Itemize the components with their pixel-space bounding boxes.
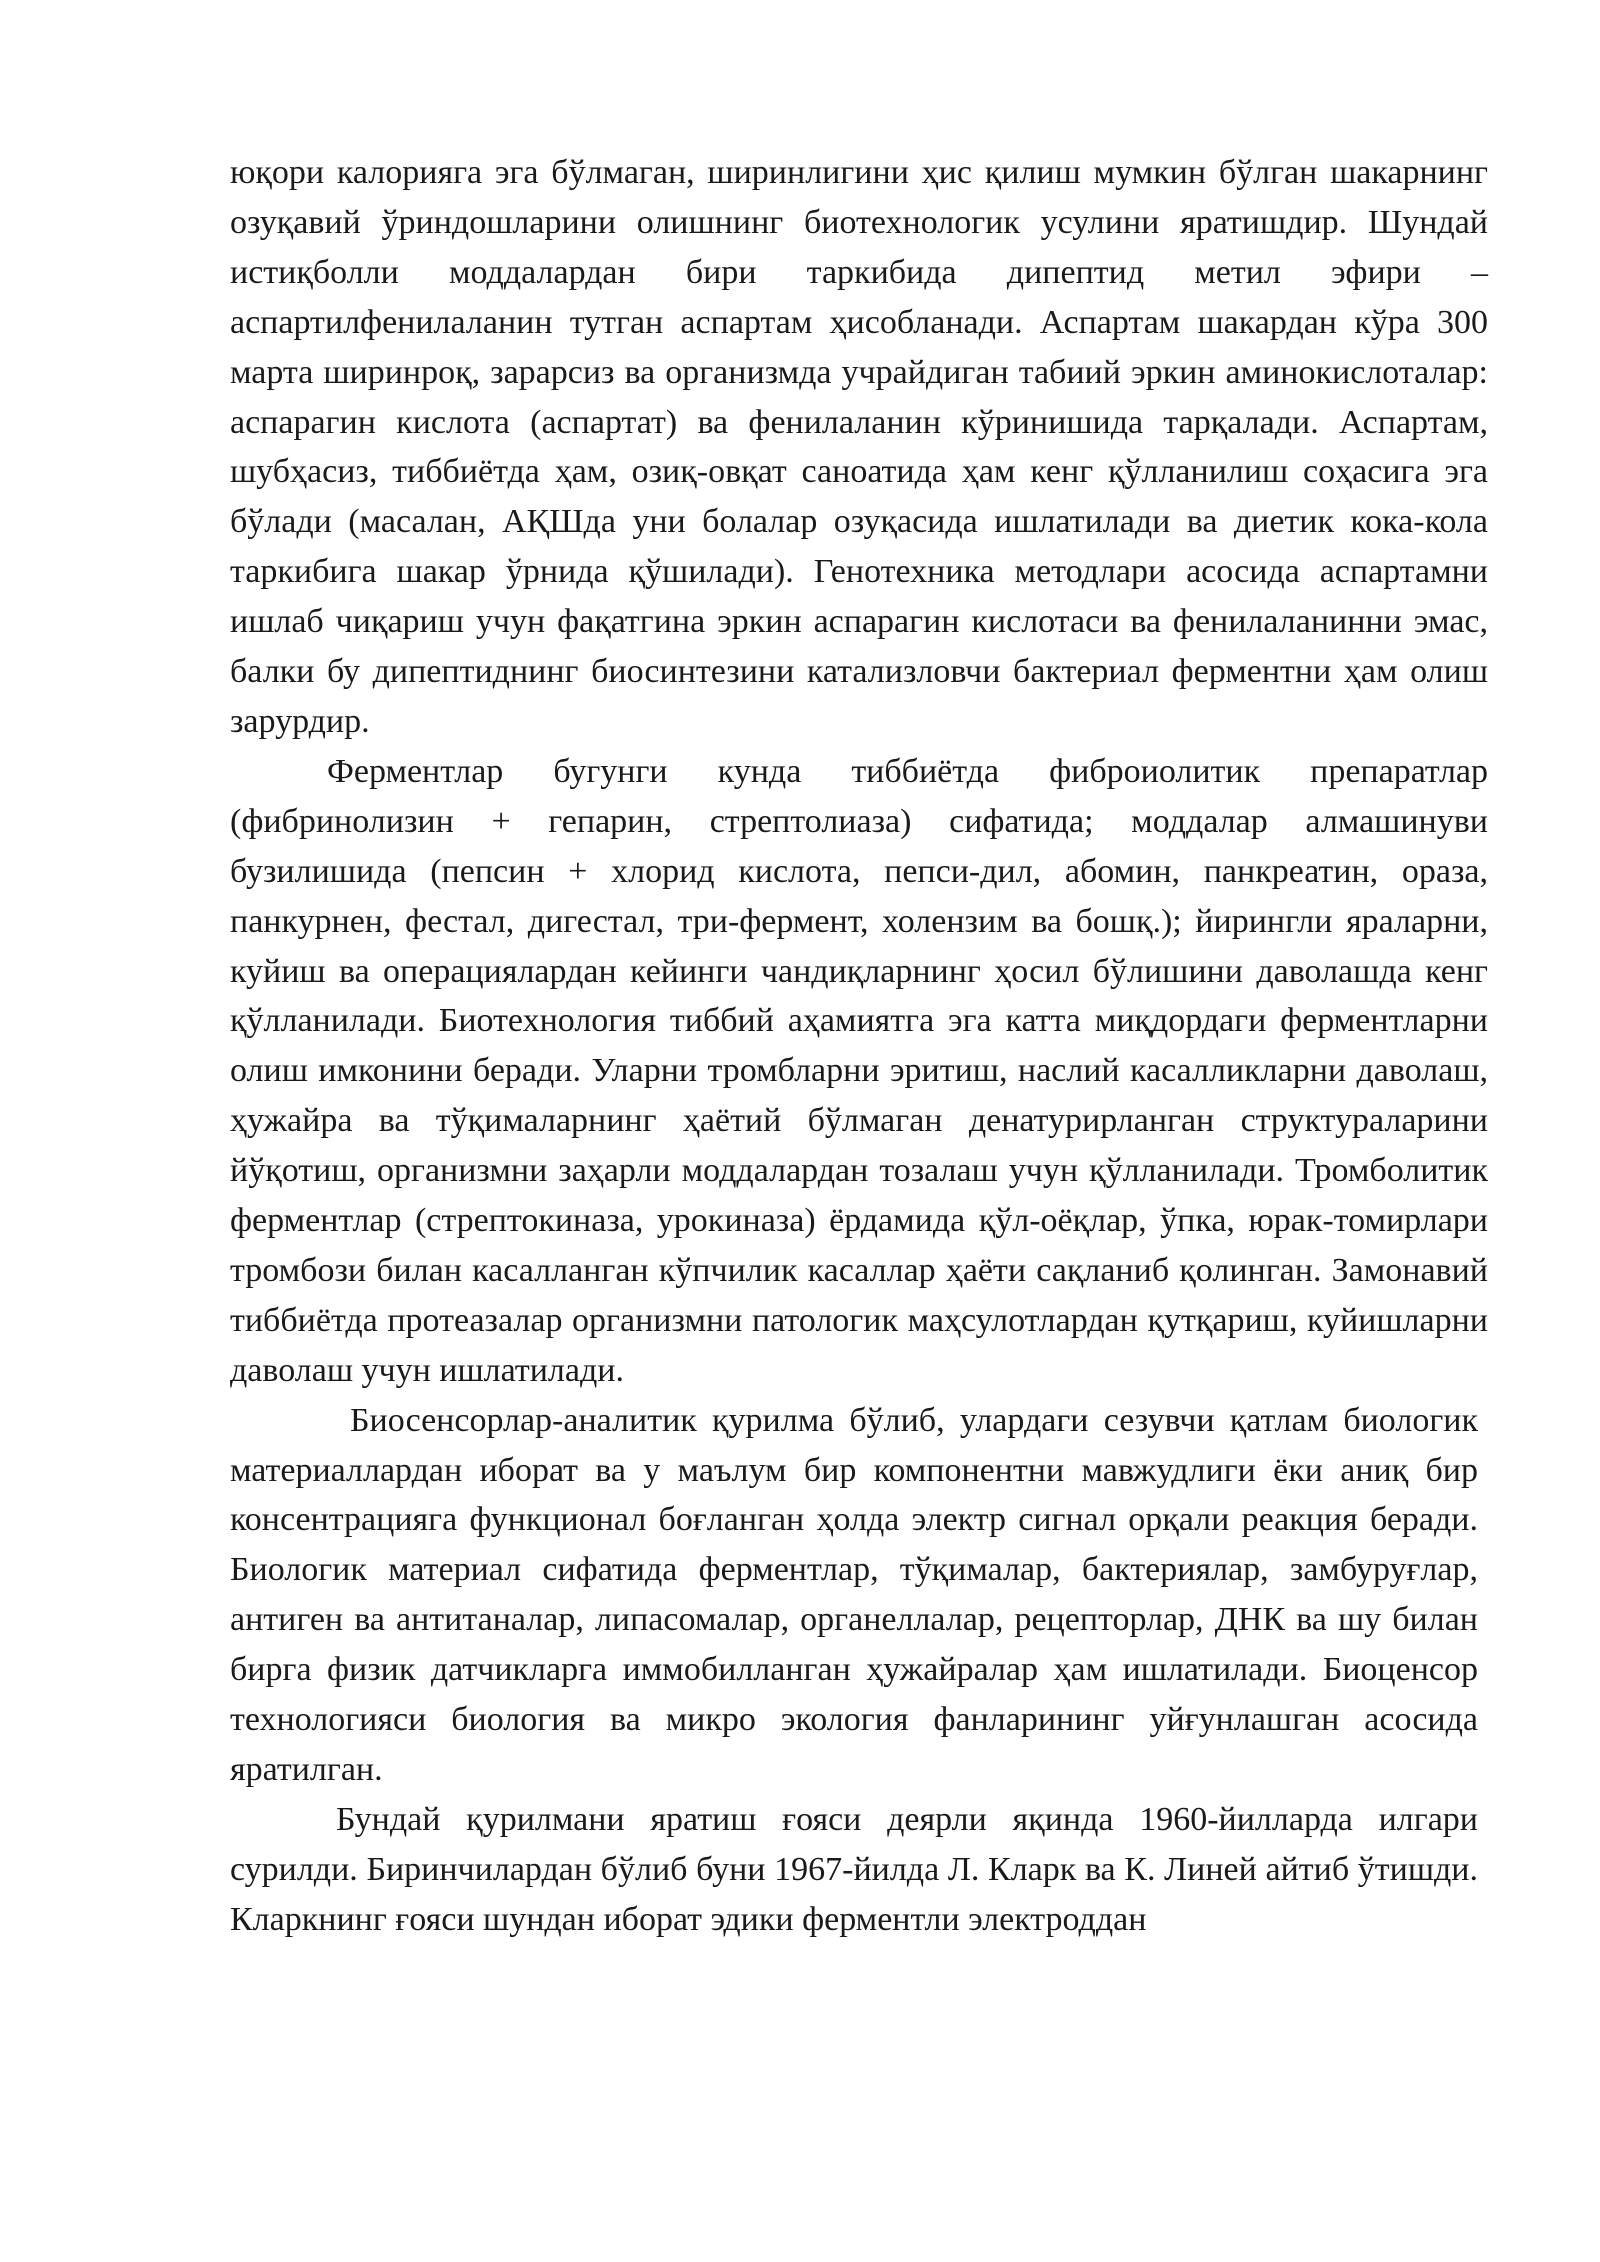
- paragraph-biosensor-history: Бундай қурилмани яратиш ғояси деярли яқинда 1960-йилларда илгари сурилди. Биринчилардан бўлиб буни 1967-йилда Л. Кларк ва К. Линей айтиб ўтишди. Кларкнинг ғояси шундан иборат эдики ферментли электроддан: [230, 1800, 1478, 1938]
- paragraph-biosensors: Биосенсорлар-аналитик қурилма бўлиб, улардаги сезувчи қатлам биологик материаллардан иборат ва у маълум бир компонентни мавжудлиги ёки аниқ бир консентрацияга функционал боғланган ҳолда электр сигнал орқали реакция беради. Биологик материал сифатида ферментлар, тўқималар, бактериялар, замбуруғлар, антиген ва антитаналар, липасомалар, органеллалар, рецепторлар, ДНК ва шу билан бирга физик датчикларга иммобилланган ҳужайралар ҳам ишлатилади. Биоценсор технологияси биология ва микро экология фанларининг уйғунлашган асосида яратилган.: [230, 1401, 1478, 1788]
- paragraph-enzymes-medicine: Ферментлар бугунги кунда тиббиётда фиброиолитик препаратлар (фибринолизин + гепарин, стрептолиаза) сифатида; моддалар алмашинуви бузилишида (пепсин + хлорид кислота, пепси-дил, абомин, панкреатин, ораза, панкурнен, фестал, дигестал, три-фермент, холензим ва бошқ.); йирингли яраларни, куйиш ва операциялардан кейинги чандиқларнинг ҳосил бўлишини даволашда кенг қўлланилади. Биотехнология тиббий аҳамиятга эга катта миқдордаги ферментларни олиш имконини беради. Уларни тромбларни эритиш, наслий касалликларни даволаш, ҳужайра ва тўқималарнинг ҳаётий бўлмаган денатурирланган структураларини йўқотиш, организмни заҳарли моддалардан тозалаш учун қўлланилади. Тромболитик ферментлар (стрептокиназа, урокиназа) ёрдамида қўл-оёқлар, ўпка, юрак-томирлари тромбози билан касалланган кўпчилик касаллар ҳаёти сақланиб қолинган. Замонавий тиббиётда протеазалар организмни патологик маҳсулотлардан қутқариш, куйишларни даволаш учун ишлатилади.: [230, 752, 1488, 1389]
- document-page: [230, 148, 1488, 1945]
- paragraph-aspartame: юқори калорияга эга бўлмаган, ширинлигини ҳис қилиш мумкин бўлган шакарнинг озуқавий ўриндошларини олишнинг биотехнологик усулини яратишдир. Шундай истиқболли моддалардан бири таркибида дипептид метил эфири – аспартилфенилаланин тутган аспартам ҳисобланади. Аспартам шакардан кўра 300 марта ширинроқ, зарарсиз ва организмда учрайдиган табиий эркин аминокислоталар: аспарагин кислота (аспартат) ва фенилаланин кўринишида тарқалади. Аспартам, шубҳасиз, тиббиётда ҳам, озиқ-овқат саноатида ҳам кенг қўлланилиш соҳасига эга бўлади (масалан, АҚШда уни болалар озуқасида ишлатилади ва диетик кока-кола таркибига шакар ўрнида қўшилади). Генотехника методлари асосида аспартамни ишлаб чиқариш учун фақатгина эркин аспарагин кислотаси ва фенилаланинни эмас, балки бу дипептиднинг биосинтезини катализловчи бактериал ферментни ҳам олиш зарурдир.: [230, 154, 1488, 740]
